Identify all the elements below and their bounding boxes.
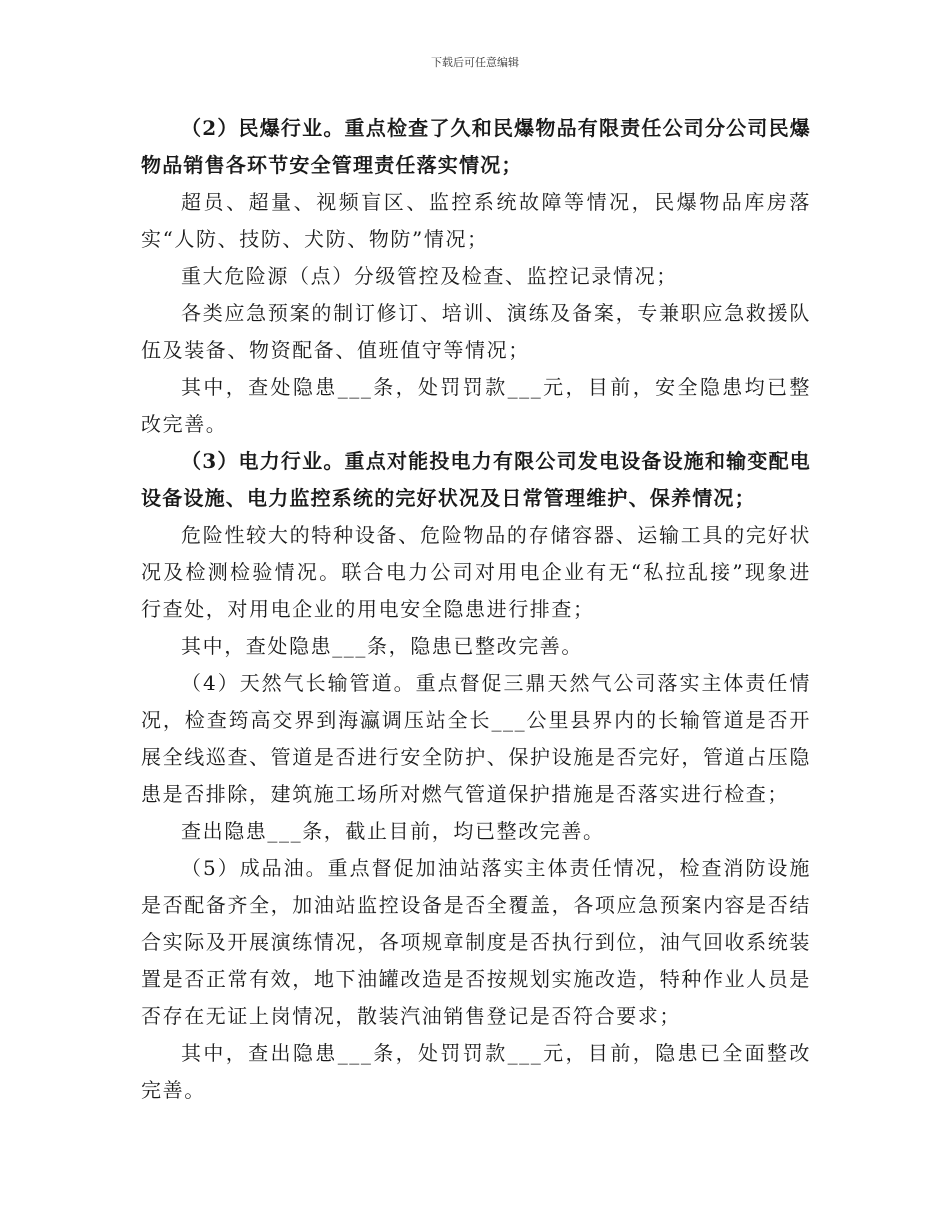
paragraph-hazard-sources: 重大危险源（点）分级管控及检查、监控记录情况； [181,264,678,288]
paragraph-explosives-result: 其中，查处隐患___条，处罚罚款___元，目前，安全隐患均已整改完善。 [141,375,811,436]
paragraph-power-heading: （3）电力行业。重点对能投电力有限公司发电设备设施和输变配电设备设施、电力监控系统的完好状况及日常管理维护、保养情况； [141,449,811,510]
paragraph-explosives-overload: 超员、超量、视频盲区、监控系统故障等情况，民爆物品库房落实“人防、技防、犬防、物防”情况； [141,190,811,251]
paragraph-explosives-heading: （2）民爆行业。重点检查了久和民爆物品有限责任公司分公司民爆物品销售各环节安全管理责任落实情况； [141,116,811,177]
paragraph-power-result: 其中，查处隐患___条，隐患已整改完善。 [181,634,583,658]
paragraph-gas-result: 查出隐患___条，截止目前，均已整改完善。 [181,819,605,843]
paragraph-oil-products: （5）成品油。重点督促加油站落实主体责任情况，检查消防设施是否配备齐全，加油站监控设备是否全覆盖，各项应急预案内容是否结合实际及开展演练情况，各项规章制度是否执行到位，油气回收系统装置是否正常有效，地下油罐改造是否按规划实施改造，特种作业人员是否存在无证上岗情况，散装汽油销售登记是否符合要求； [141,856,811,1028]
paragraph-oil-result: 其中，查出隐患___条，处罚罚款___元，目前，隐患已全面整改完善。 [141,1041,811,1102]
paragraph-power-equipment: 危险性较大的特种设备、危险物品的存储容器、运输工具的完好状况及检测检验情况。联合电力公司对用电企业有无“私拉乱接”现象进行查处，对用电企业的用电安全隐患进行排查； [141,523,811,621]
header-note: 下载后可任意编辑 [431,56,519,69]
document-body [141,110,811,1109]
paragraph-emergency-plans: 各类应急预案的制订修订、培训、演练及备案，专兼职应急救援队伍及装备、物资配备、值班值守等情况； [141,301,811,362]
paragraph-gas-pipeline: （4）天然气长输管道。重点督促三鼎天然气公司落实主体责任情况，检查筠高交界到海瀛调压站全长___公里县界内的长输管道是否开展全线巡查、管道是否进行安全防护、保护设施是否完好，管道占压隐患是否排除，建筑施工场所对燃气管道保护措施是否落实进行检查； [141,671,811,806]
